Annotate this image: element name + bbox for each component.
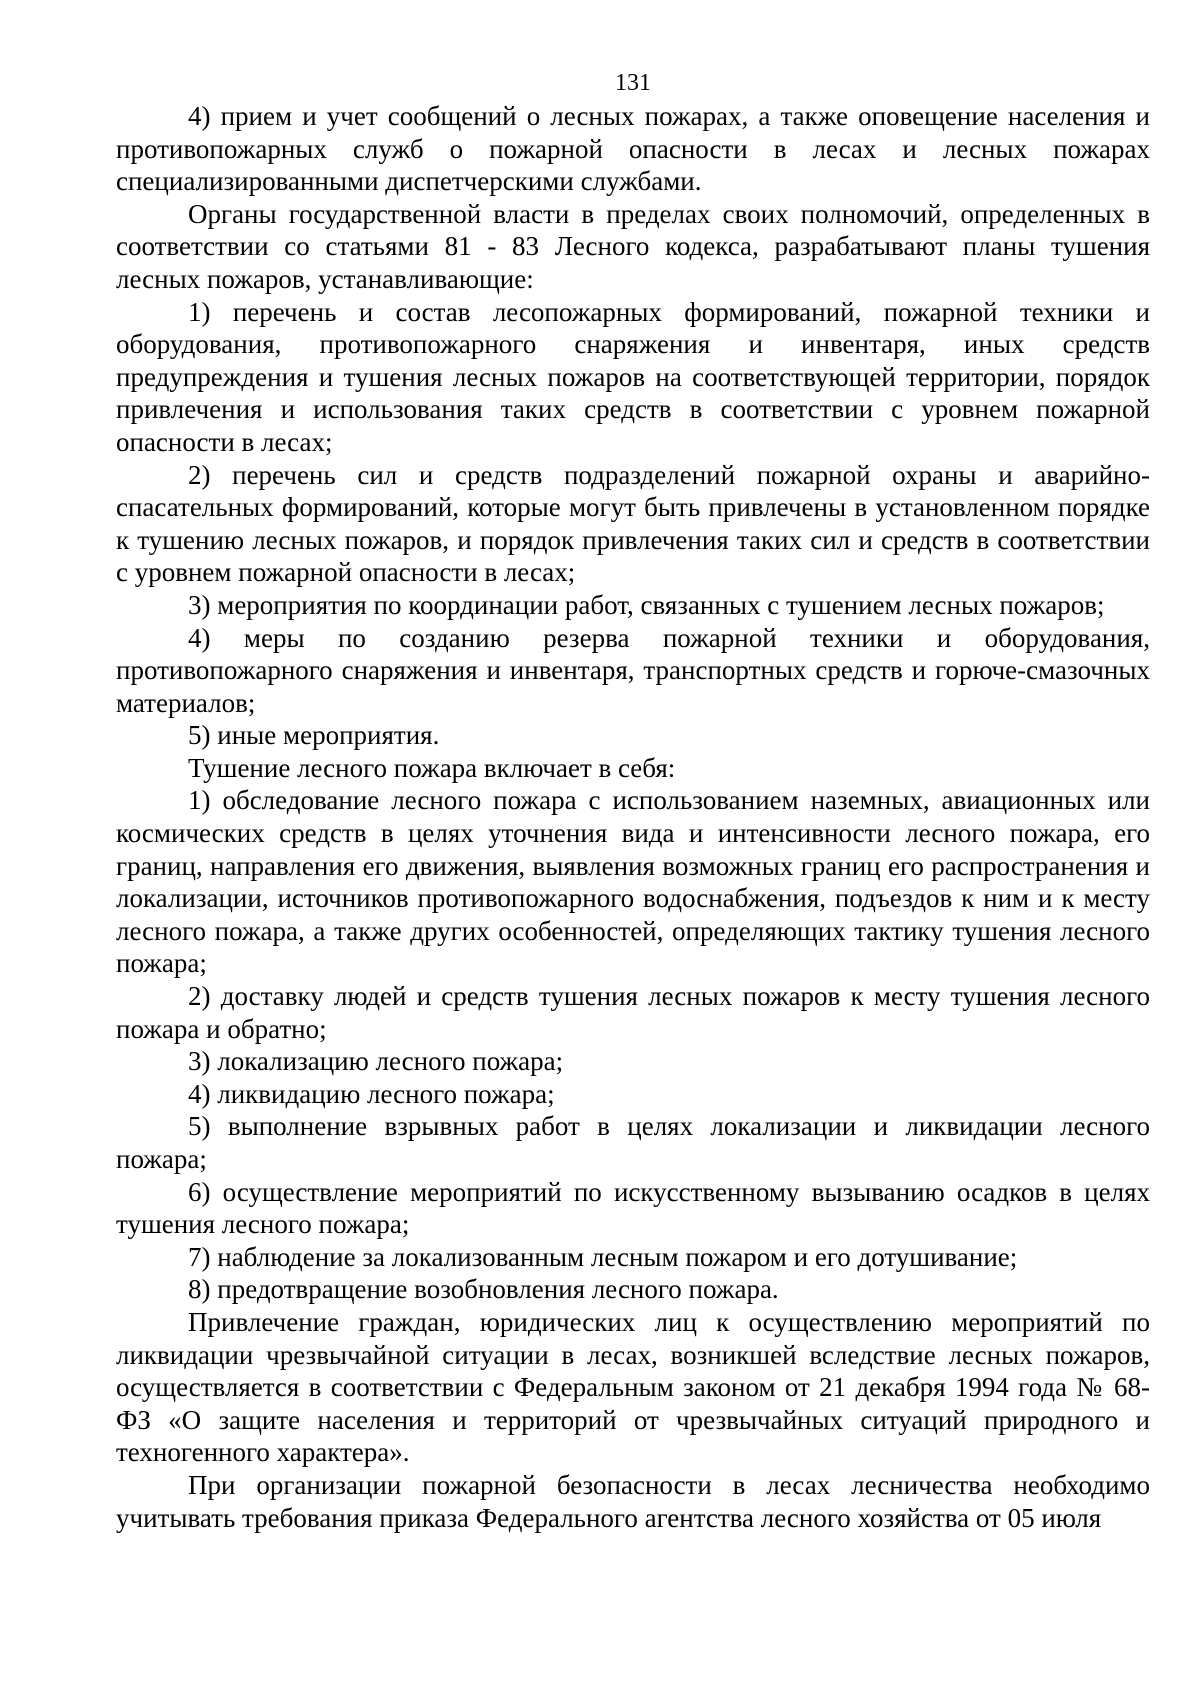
paragraph-extinguishing-item-3: 3) локализацию лесного пожара; [188, 1046, 564, 1077]
document-page [116, 68, 1150, 1534]
paragraph-extinguishing-item-5: 5) выполнение взрывных работ в целях локализации и ликвидации лесного пожара; [116, 1111, 1150, 1174]
paragraph-extinguishing-item-2: 2) доставку людей и средств тушения лесных пожаров к месту тушения лесного пожара и обратно; [116, 981, 1150, 1044]
paragraph-fire-safety-requirements: При организации пожарной безопасности в лесах лесничества необходимо учитывать требования приказа Федерального агентства лесного хозяйства от 05 июля [116, 1469, 1150, 1533]
paragraph-extinguishing-item-6: 6) осуществление мероприятий по искусственному вызыванию осадков в целях тушения лесного пожара; [116, 1176, 1150, 1240]
paragraph-extinguishing-item-7: 7) наблюдение за локализованным лесным пожаром и его дотушивание; [188, 1241, 1018, 1272]
paragraph-plan-item-2: 2) перечень сил и средств подразделений пожарной охраны и аварийно-спасательных формирований, которые могут быть привлечены в установленном порядке к тушению лесных пожаров, и порядок привлечения таких сил и средств в соответствии с уровнем пожарной опасности в лесах; [116, 459, 1150, 588]
paragraph-extinguishing-item-4: 4) ликвидацию лесного пожара; [188, 1078, 555, 1109]
paragraph-emergency-involvement: Привлечение граждан, юридических лиц к осуществлению мероприятий по ликвидации чрезвычайной ситуации в лесах, возникшей вследствие лесных пожаров, осуществляется в соответствии с Федеральным законом от 21 декабря 1994 года № 68-ФЗ «О защите населения и территорий от чрезвычайных ситуаций природного и техногенного характера». [116, 1306, 1150, 1468]
page-number: 131 [615, 70, 651, 96]
paragraph-extinguishing-item-1: 1) обследование лесного пожара с использованием наземных, авиационных или космических средств в целях уточнения вида и интенсивности лесного пожара, его границ, направления его движения, выявления возможных границ его распространения и локализации, источников противопожарного водоснабжения, подъездов к ним и к месту лесного пожара, а также других особенностей, определяющих тактику тушения лесного пожара; [116, 785, 1150, 979]
paragraph-plan-item-4: 4) меры по созданию резерва пожарной техники и оборудования, противопожарного снаряжения и инвентаря, транспортных средств и горюче-смазочных материалов; [116, 622, 1150, 718]
paragraph-extinguishing-intro: Тушение лесного пожара включает в себя: [188, 752, 676, 783]
paragraph-plan-item-3: 3) мероприятия по координации работ, связанных с тушением лесных пожаров; [188, 589, 1105, 620]
paragraph-plan-item-5: 5) иные мероприятия. [188, 720, 440, 751]
paragraph-item-4-fire-reports: 4) прием и учет сообщений о лесных пожарах, а также оповещение населения и противопожарных служб о пожарной опасности в лесах и лесных пожарах специализированными диспетчерскими службами. [116, 101, 1150, 197]
paragraph-extinguishing-item-8: 8) предотвращение возобновления лесного пожара. [188, 1274, 779, 1305]
paragraph-plan-item-1: 1) перечень и состав лесопожарных формирований, пожарной техники и оборудования, противопожарного снаряжения и инвентаря, иных средств предупреждения и тушения лесных пожаров на соответствующей территории, порядок привлечения и использования таких средств в соответствии с уровнем пожарной опасности в лесах; [116, 296, 1150, 457]
paragraph-authorities-plans: Органы государственной власти в пределах своих полномочий, определенных в соответствии со статьями 81 - 83 Лесного кодекса, разрабатывают планы тушения лесных пожаров, устанавливающие: [116, 198, 1150, 294]
